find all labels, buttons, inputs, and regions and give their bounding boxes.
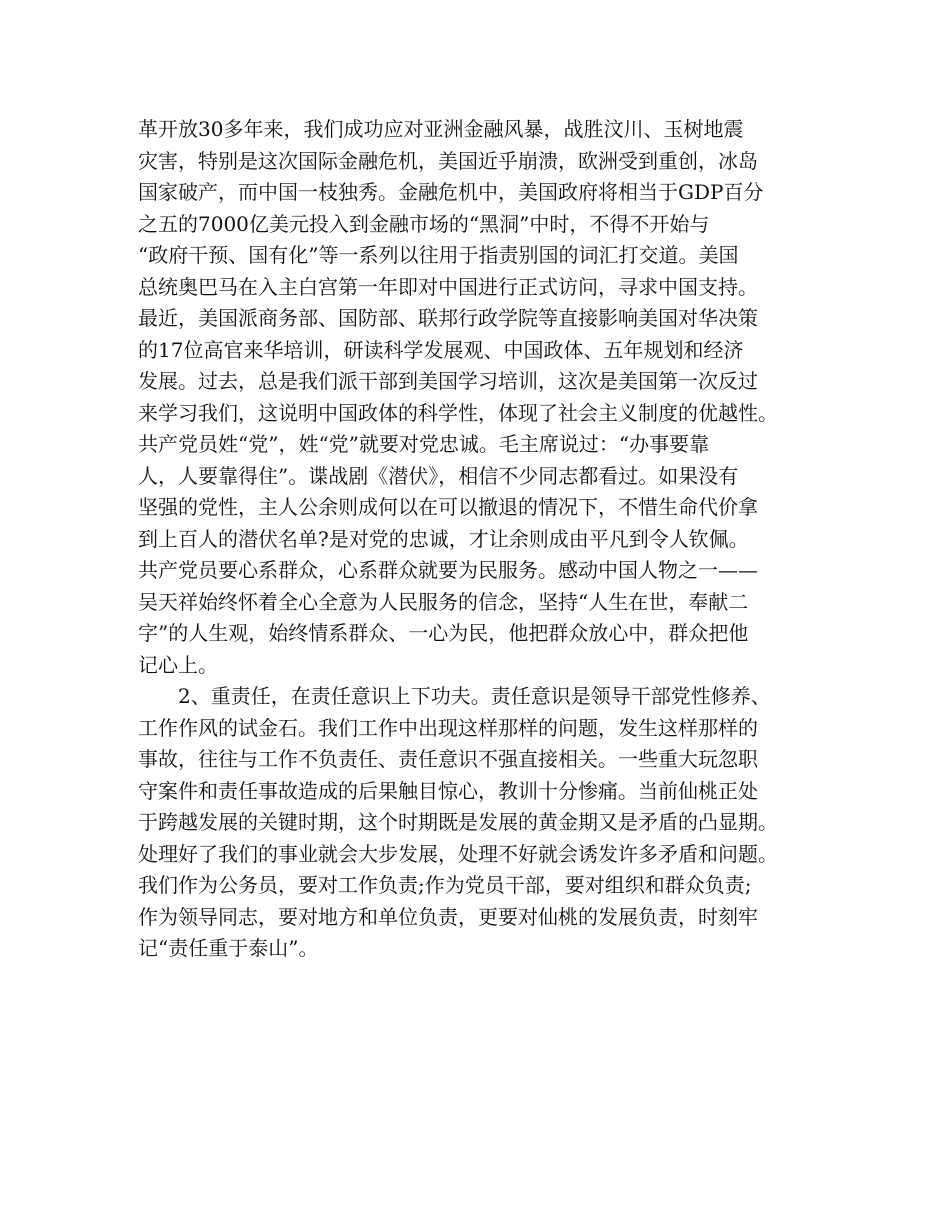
text-line: 记“责任重于泰山”。 (138, 936, 319, 960)
text-line: 到上百人的潜伏名单?是对党的忠诚，才让余则成由平凡到令人钦佩。 (138, 526, 749, 551)
text-line: 人，人要靠得住”。谍战剧《潜伏》，相信不少同志都看过。如果没有 (138, 463, 739, 488)
text-line: 的17位高官来华培训，研读科学发展观、中国政体、五年规划和经济 (138, 337, 744, 362)
text-line: 坚强的党性，主人公余则成何以在可以撤退的情况下，不惜生命代价拿 (138, 495, 758, 519)
text-line: 处理好了我们的事业就会大步发展，处理不好就会诱发许多矛盾和问题。 (138, 841, 778, 866)
text-line: 工作作风的试金石。我们工作中出现这样那样的问题，发生这样那样的 (138, 715, 758, 740)
text-line: 之五的7000亿美元投入到金融市场的“黑洞”中时，不得不开始与 (138, 211, 710, 236)
text-line: 共产党员姓“党”，姓“党”就要对党忠诚。毛主席说过：“办事要靠 (138, 432, 710, 456)
text-line: 吴天祥始终怀着全心全意为人民服务的信念，坚持“人生在世，奉献二 (138, 589, 749, 614)
text-line: 2、重责任，在责任意识上下功夫。责任意识是领导干部党性修养、 (138, 684, 771, 708)
text-line: 作为领导同志，要对地方和单位负责，更要对仙桃的发展负责，时刻牢 (138, 904, 758, 929)
text-line: 守案件和责任事故造成的后果触目惊心，教训十分惨痛。当前仙桃正处 (138, 778, 758, 803)
document-body (138, 114, 828, 965)
text-line: 来学习我们，这说明中国政体的科学性，体现了社会主义制度的优越性。 (138, 400, 778, 425)
text-line: “政府干预、国有化”等一系列以往用于指责别国的词汇打交道。美国 (138, 243, 739, 267)
text-line: 总统奥巴马在入主白宫第一年即对中国进行正式访问，寻求中国支持。 (138, 274, 758, 299)
text-line: 于跨越发展的关键时期，这个时期既是发展的黄金期又是矛盾的凸显期。 (138, 810, 778, 834)
text-line: 我们作为公务员，要对工作负责;作为党员干部，要对组织和群众负责; (138, 873, 752, 897)
text-line: 革开放30多年来，我们成功应对亚洲金融风暴，战胜汶川、玉树地震 (138, 117, 744, 141)
text-line: 字”的人生观，始终情系群众、一心为民，他把群众放心中，群众把他 (138, 621, 749, 645)
text-line: 事故，往往与工作不负责任、责任意识不强直接相关。一些重大玩忽职 (138, 747, 758, 771)
text-line: 灾害，特别是这次国际金融危机，美国近乎崩溃，欧洲受到重创，冰岛 (138, 148, 758, 173)
text-line: 发展。过去，总是我们派干部到美国学习培训，这次是美国第一次反过 (138, 369, 758, 393)
text-line: 记心上。 (138, 652, 218, 677)
text-line: 共产党员要心系群众，心系群众就要为民服务。感动中国人物之一—— (138, 558, 758, 582)
text-line: 最近，美国派商务部、国防部、联邦行政学院等直接影响美国对华决策 (138, 306, 758, 330)
text-line: 国家破产，而中国一枝独秀。金融危机中，美国政府将相当于GDP百分 (138, 180, 764, 204)
